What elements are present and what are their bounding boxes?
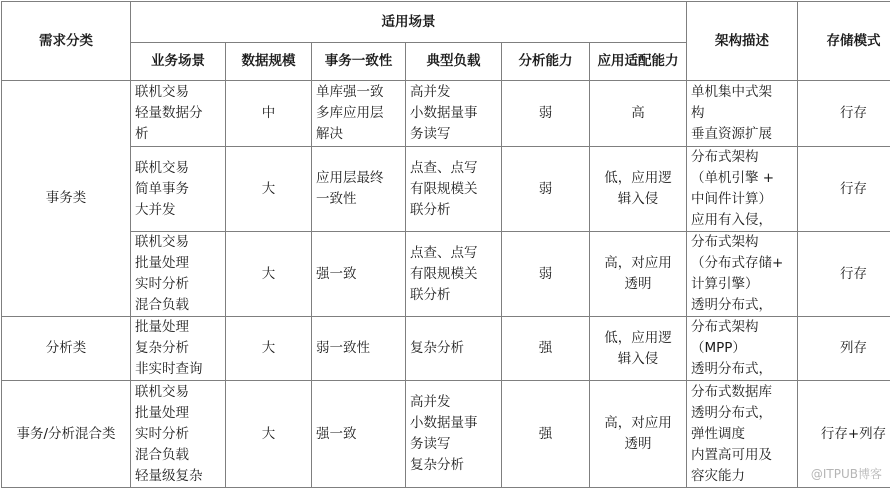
header-architecture-description: 架构描述 [687,2,798,81]
storage-cell: 列存 [798,317,890,381]
category-cell: 事务类 [2,81,131,317]
architecture-cell: 分布式数据库 透明分布式， 弹性调度 内置高可用及 容灾能力 [687,381,798,488]
architecture-cell: 分布式架构 （MPP） 透明分布式， [687,317,798,381]
table-row [2,147,890,232]
header-storage-mode: 存储模式 [798,2,890,81]
load-cell: 点查、点写 有限规模关 联分析 [406,147,502,232]
consistency-cell: 强一致 [312,381,406,488]
adaptation-cell: 高 [590,81,687,147]
analysis-cell: 弱 [502,147,590,232]
category-cell: 分析类 [2,317,131,381]
requirements-table [1,1,890,488]
scenario-cell: 联机交易 批量处理 实时分析 混合负载 [131,232,226,317]
header-demand-category: 需求分类 [2,2,131,81]
storage-cell: 行存 [798,232,890,317]
adaptation-cell: 高，对应用 透明 [590,381,687,488]
adaptation-cell: 高，对应用 透明 [590,232,687,317]
load-cell: 高并发 小数据量事 务读写 [406,81,502,147]
load-cell: 高并发 小数据量事 务读写 复杂分析 [406,381,502,488]
category-cell: 事务/分析混合类 [2,381,131,488]
header-data-scale: 数据规模 [226,43,312,81]
analysis-cell: 强 [502,317,590,381]
scale-cell: 大 [226,381,312,488]
header-business-scenario: 业务场景 [131,43,226,81]
adaptation-cell: 低，应用逻 辑入侵 [590,317,687,381]
load-cell: 复杂分析 [406,317,502,381]
storage-cell: 行存+列存 [798,381,890,488]
analysis-cell: 强 [502,381,590,488]
storage-cell: 行存 [798,81,890,147]
consistency-cell: 强一致 [312,232,406,317]
scenario-cell: 批量处理 复杂分析 非实时查询 [131,317,226,381]
consistency-cell: 单库强一致 多库应用层 解决 [312,81,406,147]
architecture-cell: 单机集中式架 构 垂直资源扩展 [687,81,798,147]
scale-cell: 大 [226,147,312,232]
scenario-cell: 联机交易 批量处理 实时分析 混合负载 轻量级复杂 [131,381,226,488]
table-row [2,317,890,381]
load-cell: 点查、点写 有限规模关 联分析 [406,232,502,317]
adaptation-cell: 低，应用逻 辑入侵 [590,147,687,232]
analysis-cell: 弱 [502,232,590,317]
table-row [2,81,890,147]
table-row [2,232,890,317]
consistency-cell: 应用层最终 一致性 [312,147,406,232]
header-app-adaptation: 应用适配能力 [590,43,687,81]
architecture-cell: 分布式架构 （分布式存储+ 计算引擎） 透明分布式， [687,232,798,317]
header-typical-load: 典型负载 [406,43,502,81]
scale-cell: 中 [226,81,312,147]
table-row [2,381,890,488]
scale-cell: 大 [226,232,312,317]
header-applicable-scenarios: 适用场景 [131,2,687,43]
header-row-1 [2,2,890,43]
scale-cell: 大 [226,317,312,381]
architecture-cell: 分布式架构 （单机引擎 + 中间件计算） 应用有入侵， [687,147,798,232]
scenario-cell: 联机交易 简单事务 大并发 [131,147,226,232]
storage-cell: 行存 [798,147,890,232]
header-analysis-capability: 分析能力 [502,43,590,81]
analysis-cell: 弱 [502,81,590,147]
watermark: @ITPUB博客 [810,467,882,481]
consistency-cell: 弱一致性 [312,317,406,381]
scenario-cell: 联机交易 轻量数据分 析 [131,81,226,147]
header-transaction-consistency: 事务一致性 [312,43,406,81]
